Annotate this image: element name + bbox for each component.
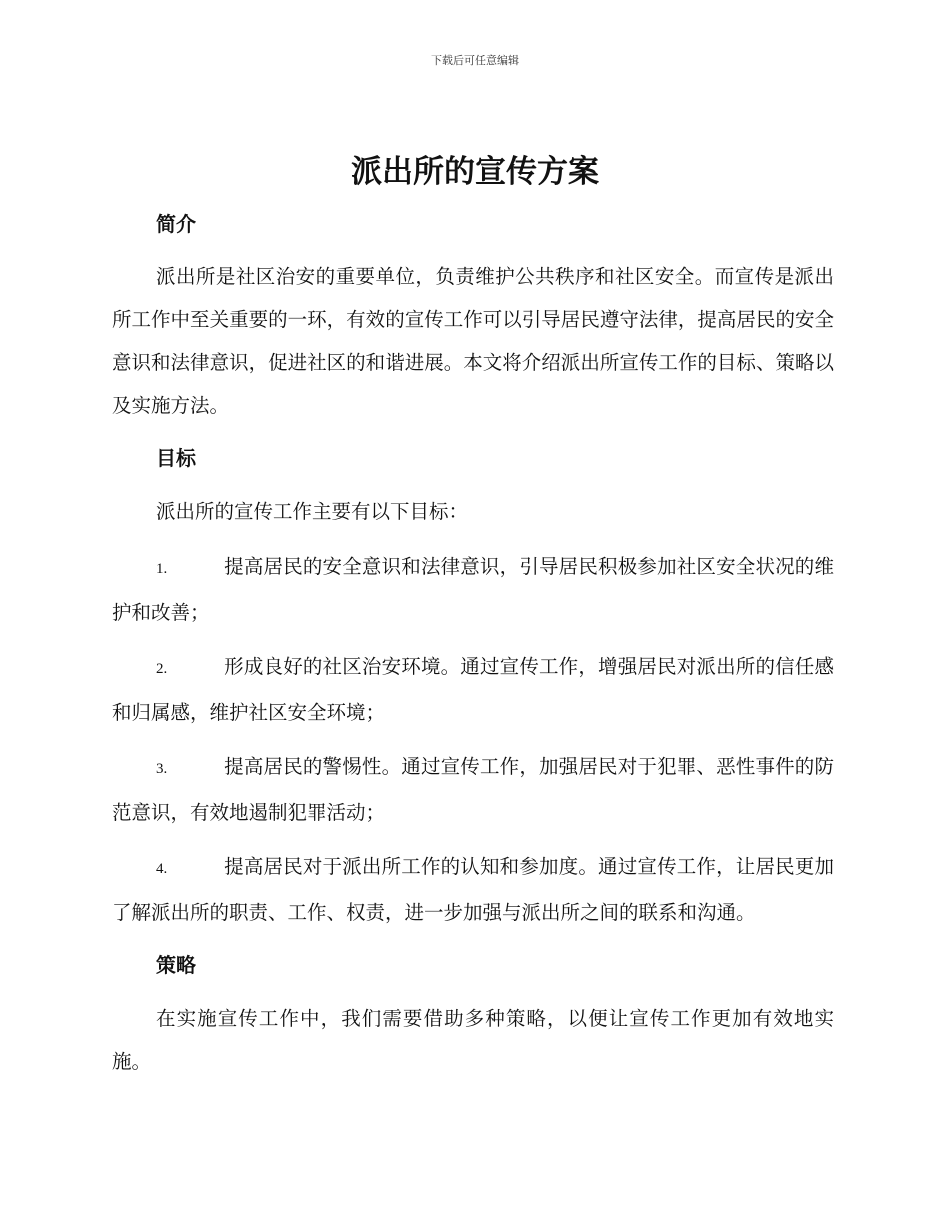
goal-item-3: [112, 745, 834, 834]
goal-item-text: 提高居民的安全意识和法律意识，引导居民积极参加社区安全状况的维护和改善；: [112, 555, 834, 624]
goals-lead-paragraph: 派出所的宣传工作主要有以下目标：: [156, 500, 469, 523]
goal-item-number: 3.: [156, 761, 168, 777]
goal-item-number: 4.: [156, 861, 168, 877]
goal-item-4: [112, 845, 834, 934]
goal-item-text: 形成良好的社区治安环境。通过宣传工作，增强居民对派出所的信任感和归属感，维护社区安全环境；: [112, 655, 834, 724]
goal-item-text: 提高居民的警惕性。通过宣传工作，加强居民对于犯罪、恶性事件的防范意识，有效地遏制犯罪活动；: [112, 755, 834, 824]
document-title: 派出所的宣传方案: [351, 154, 599, 190]
goal-item-2: [112, 645, 834, 734]
intro-paragraph: 派出所是社区治安的重要单位，负责维护公共秩序和社区安全。而宣传是派出所工作中至关重要的一环，有效的宣传工作可以引导居民遵守法律，提高居民的安全意识和法律意识，促进社区的和谐进展。本文将介绍派出所宣传工作的目标、策略以及实施方法。: [112, 265, 834, 417]
strategy-paragraph: 在实施宣传工作中，我们需要借助多种策略，以便让宣传工作更加有效地实施。: [112, 1007, 834, 1073]
goal-item-number: 1.: [156, 561, 168, 577]
document-body: [112, 200, 834, 1083]
goal-item-number: 2.: [156, 661, 168, 677]
page-header-note: 下载后可任意编辑: [431, 54, 519, 67]
goal-item-1: [112, 545, 834, 634]
section-heading-intro: 简介: [156, 212, 196, 236]
section-heading-goals: 目标: [156, 446, 196, 470]
goal-item-text: 提高居民对于派出所工作的认知和参加度。通过宣传工作，让居民更加了解派出所的职责、工作、权责，进一步加强与派出所之间的联系和沟通。: [112, 855, 834, 924]
section-heading-strategy: 策略: [156, 953, 196, 977]
